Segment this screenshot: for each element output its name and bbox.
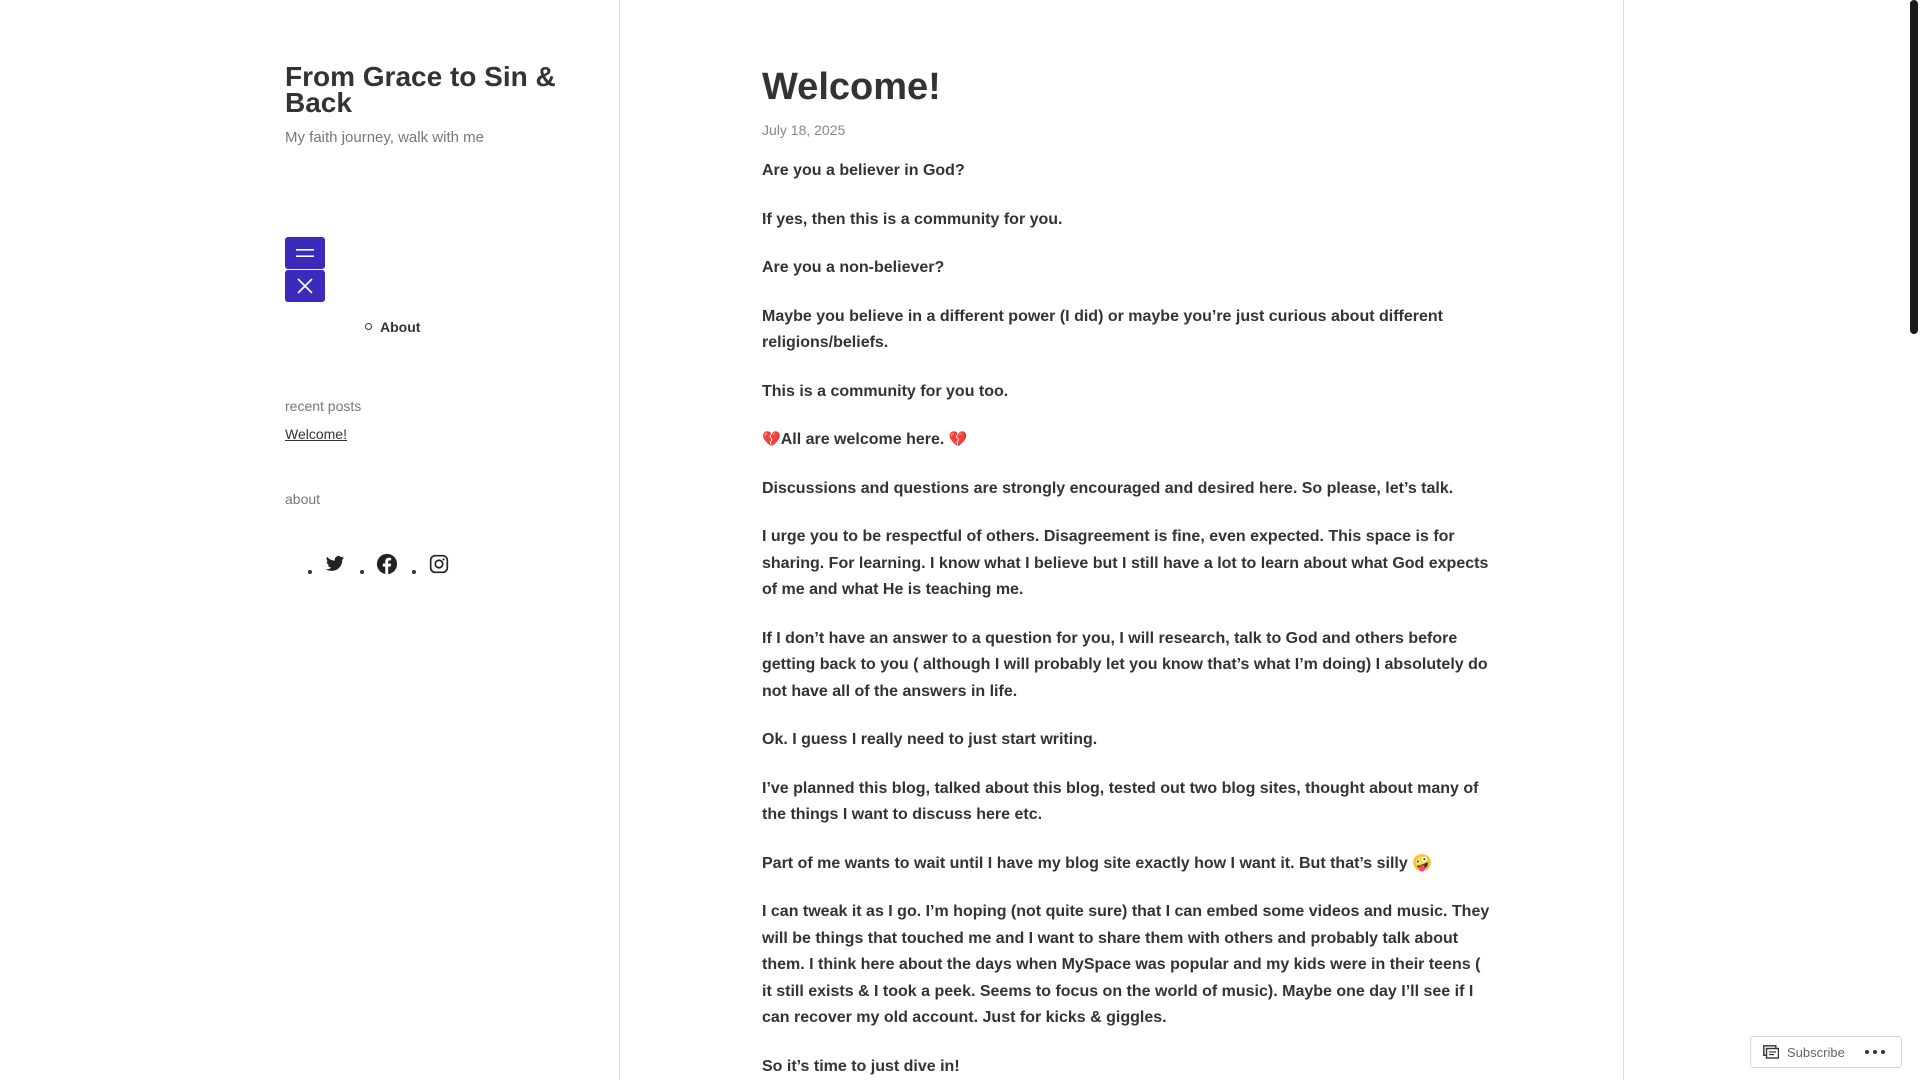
scrollbar[interactable] <box>1908 0 1920 1080</box>
post-paragraph: Ok. I guess I really need to just start writing. <box>762 731 1098 748</box>
post-paragraph: I’ve planned this blog, talked about this blog, tested out two blog sites, thought about many of the things I want to discuss here etc. <box>762 779 1479 823</box>
scrollbar-thumb[interactable] <box>1910 0 1918 334</box>
site-tagline: My faith journey, walk with me <box>285 129 484 146</box>
post-paragraph: Discussions and questions are strongly encouraged and desired here. So please, let’s talk. <box>762 479 1454 497</box>
list-bullet <box>308 570 312 574</box>
post-paragraph: Maybe you believe in a different power (I did) or maybe you’re just curious about different religions/beliefs. <box>762 307 1443 351</box>
menu-close-button[interactable] <box>285 270 325 302</box>
list-bullet <box>360 570 364 574</box>
post-date[interactable]: July 18, 2025 <box>762 122 846 138</box>
post-paragraph-welcome <box>762 427 1492 454</box>
subscribe-button[interactable] <box>1763 1045 1845 1060</box>
subscribe-label[interactable]: Subscribe <box>1787 1044 1845 1060</box>
post-paragraph: Are you a non-believer? <box>762 259 945 276</box>
menu-open-button[interactable] <box>285 237 325 269</box>
reader-icon <box>1763 1045 1779 1059</box>
broken-heart-icon: 💔 <box>948 431 968 448</box>
twitter-icon[interactable] <box>324 553 346 575</box>
facebook-icon[interactable] <box>376 553 398 575</box>
about-widget-title: about <box>285 491 321 507</box>
post-title[interactable]: Welcome! <box>762 66 941 108</box>
more-options-button[interactable] <box>1865 1050 1889 1054</box>
nav-item-label[interactable]: About <box>380 319 421 335</box>
post-paragraph: If I don’t have an answer to a question for you, I will research, talk to God and others before getting back to you ( although I will probably let you know that’s what I’m doing) I absolutely do not have all of the answers in life. <box>762 629 1488 700</box>
post <box>762 66 1492 1080</box>
subscribe-bar <box>1750 1036 1902 1068</box>
hamburger-menu-icon <box>295 247 315 259</box>
primary-menu <box>365 319 420 335</box>
list-bullet <box>412 570 416 574</box>
post-paragraph: This is a community for you too. <box>762 382 1009 400</box>
social-links <box>308 553 464 575</box>
welcome-text: All are welcome here. <box>780 431 945 448</box>
post-paragraph: So it’s time to just dive in! <box>762 1057 960 1075</box>
sidebar <box>0 0 620 1080</box>
post-paragraph: I urge you to be respectful of others. Disagreement is fine, even expected. This space is for sharing. For learning. I know what I believe but I still have a lot to learn about what God expects of me and what He is teaching me. <box>762 528 1489 598</box>
broken-heart-icon: 💔 <box>762 431 781 448</box>
nav-item-about[interactable] <box>365 319 420 335</box>
post-paragraph: If yes, then this is a community for you. <box>762 210 1063 228</box>
ellipsis-icon <box>1865 1050 1889 1054</box>
recent-post-link[interactable]: Welcome! <box>285 426 347 442</box>
post-paragraph: Are you a believer in God? <box>762 162 965 179</box>
site-title[interactable]: From Grace to Sin & Back <box>285 61 556 118</box>
main-content <box>620 0 1624 1080</box>
recent-posts-title: recent posts <box>285 398 362 414</box>
close-icon <box>296 277 314 295</box>
post-paragraph: Part of me wants to wait until I have my blog site exactly how I want it. But that’s silly 🤪 <box>762 854 1433 872</box>
instagram-icon[interactable] <box>428 553 450 575</box>
post-paragraph: I can tweak it as I go. I’m hoping (not quite sure) that I can embed some videos and music. They will be things that touched me and I want to share them with others and probably talk about them. I think here about the days when MySpace was popular and my kids were in their teens ( it still exists & I took a peek. Seems to focus on the world of music). Maybe one day I’ll see if I can recover my old account. Just for kicks & giggles. <box>762 903 1490 1026</box>
post-body <box>762 158 1492 1080</box>
